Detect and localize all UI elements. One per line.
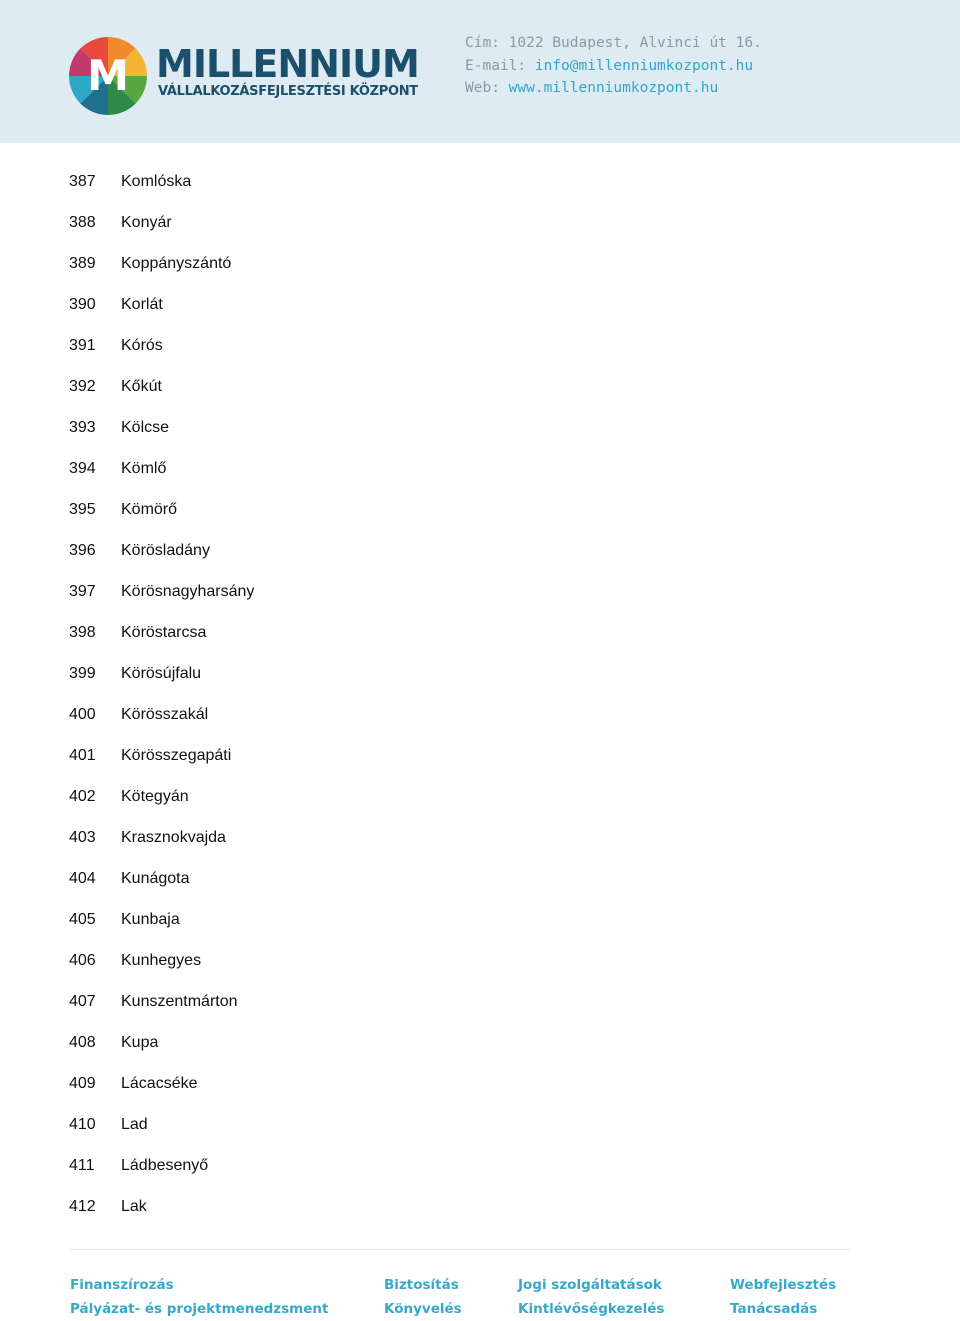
list-item-name: Kölcse <box>121 419 170 436</box>
list-item-number: 389 <box>69 255 96 272</box>
list-item-name: Kőkút <box>121 378 162 395</box>
list-item <box>69 746 869 787</box>
contact-block <box>465 32 762 100</box>
list-item <box>69 295 869 336</box>
list-item-name: Körösújfalu <box>121 665 202 682</box>
list-item-number: 388 <box>69 214 96 231</box>
list-item-name: Komlóska <box>121 173 192 190</box>
list-item-name: Koppányszántó <box>121 255 232 272</box>
list-item <box>69 828 869 869</box>
address-label: Cím: <box>465 35 500 51</box>
list-item-number: 409 <box>69 1075 96 1092</box>
footer-divider <box>70 1249 850 1250</box>
address-value: 1022 Budapest, Alvinci út 16. <box>508 35 762 51</box>
footer-link-biztositas[interactable]: Biztosítás <box>384 1277 459 1293</box>
list-item-name: Kömörő <box>121 501 178 518</box>
list-item-number: 408 <box>69 1034 96 1051</box>
footer-link-jogi[interactable]: Jogi szolgáltatások <box>518 1277 662 1293</box>
footer-col-1 <box>70 1273 328 1321</box>
logo-initial: M <box>87 51 129 100</box>
list-item <box>69 1115 869 1156</box>
list-item-number: 396 <box>69 542 96 559</box>
settlement-list <box>69 172 869 1238</box>
list-item-number: 401 <box>69 747 96 764</box>
list-item <box>69 1156 869 1197</box>
list-item-name: Köröstarcsa <box>121 624 207 641</box>
list-item-number: 410 <box>69 1116 96 1133</box>
list-item-name: Körösnagyharsány <box>121 583 255 600</box>
list-item-number: 404 <box>69 870 96 887</box>
list-item <box>69 213 869 254</box>
list-item-number: 399 <box>69 665 96 682</box>
footer-col-4 <box>730 1273 836 1321</box>
list-item-number: 400 <box>69 706 96 723</box>
list-item-name: Körösszegapáti <box>121 747 232 764</box>
list-item <box>69 623 869 664</box>
email-line <box>465 55 762 78</box>
list-item-name: Krasznokvajda <box>121 829 226 846</box>
page-header <box>0 0 960 143</box>
list-item-name: Kunszentmárton <box>121 993 238 1010</box>
list-item-number: 391 <box>69 337 96 354</box>
list-item-number: 398 <box>69 624 96 641</box>
list-item-number: 390 <box>69 296 96 313</box>
list-item <box>69 377 869 418</box>
millennium-logo-icon <box>68 36 148 116</box>
list-item <box>69 459 869 500</box>
list-item-number: 392 <box>69 378 96 395</box>
list-item-name: Ládbesenyő <box>121 1157 209 1174</box>
list-item <box>69 869 869 910</box>
footer-link-tanacsadas[interactable]: Tanácsadás <box>730 1301 818 1317</box>
list-item-name: Kórós <box>121 337 163 354</box>
web-line <box>465 77 762 100</box>
list-item <box>69 664 869 705</box>
web-link[interactable]: www.millenniumkozpont.hu <box>508 80 719 96</box>
list-item-name: Körösladány <box>121 542 210 559</box>
list-item-number: 402 <box>69 788 96 805</box>
list-item-number: 393 <box>69 419 96 436</box>
list-item <box>69 336 869 377</box>
address-line <box>465 32 762 55</box>
list-item <box>69 1074 869 1115</box>
list-item <box>69 992 869 1033</box>
list-item-number: 406 <box>69 952 96 969</box>
list-item <box>69 951 869 992</box>
list-item-name: Kunhegyes <box>121 952 202 969</box>
list-item <box>69 1033 869 1074</box>
list-item-name: Kötegyán <box>121 788 189 805</box>
list-item <box>69 418 869 459</box>
list-item-number: 394 <box>69 460 96 477</box>
footer-link-konyveles[interactable]: Könyvelés <box>384 1301 462 1317</box>
list-item <box>69 172 869 213</box>
list-item-name: Kömlő <box>121 460 167 477</box>
list-item <box>69 541 869 582</box>
list-item-name: Lad <box>121 1116 148 1133</box>
list-item-name: Lak <box>121 1198 147 1215</box>
list-item-number: 397 <box>69 583 96 600</box>
list-item-number: 412 <box>69 1198 96 1215</box>
list-item <box>69 1197 869 1238</box>
footer-col-3 <box>518 1273 664 1321</box>
list-item-name: Kupa <box>121 1034 159 1051</box>
list-item-name: Kunbaja <box>121 911 180 928</box>
footer-link-kintlevoseg[interactable]: Kintlévőségkezelés <box>518 1301 665 1317</box>
email-label: E-mail: <box>465 57 527 74</box>
list-item-number: 407 <box>69 993 96 1010</box>
list-item-number: 387 <box>69 173 96 190</box>
email-link[interactable]: info@millenniumkozpont.hu <box>534 57 754 74</box>
list-item-name: Kunágota <box>121 870 190 887</box>
footer-link-palyazat[interactable]: Pályázat- és projektmenedzsment <box>70 1301 329 1317</box>
list-item <box>69 254 869 295</box>
footer-col-2 <box>384 1273 462 1321</box>
list-item <box>69 500 869 541</box>
list-item-name: Korlát <box>121 296 163 313</box>
list-item-name: Körösszakál <box>121 706 209 723</box>
list-item-name: Lácacséke <box>121 1075 198 1092</box>
brand-subtitle: VÁLLALKOZÁSFEJLESZTÉSI KÖZPONT <box>158 84 418 99</box>
list-item <box>69 787 869 828</box>
list-item-number: 395 <box>69 501 96 518</box>
footer-link-finanszirozas[interactable]: Finanszírozás <box>70 1277 174 1293</box>
list-item-number: 411 <box>69 1157 95 1174</box>
list-item <box>69 705 869 746</box>
list-item-name: Konyár <box>121 214 172 231</box>
footer-link-webfejlesztes[interactable]: Webfejlesztés <box>730 1277 837 1293</box>
list-item-number: 405 <box>69 911 96 928</box>
list-item <box>69 910 869 951</box>
web-label: Web: <box>465 80 500 96</box>
brand-name: MILLENNIUM <box>156 42 419 86</box>
list-item <box>69 582 869 623</box>
list-item-number: 403 <box>69 829 96 846</box>
